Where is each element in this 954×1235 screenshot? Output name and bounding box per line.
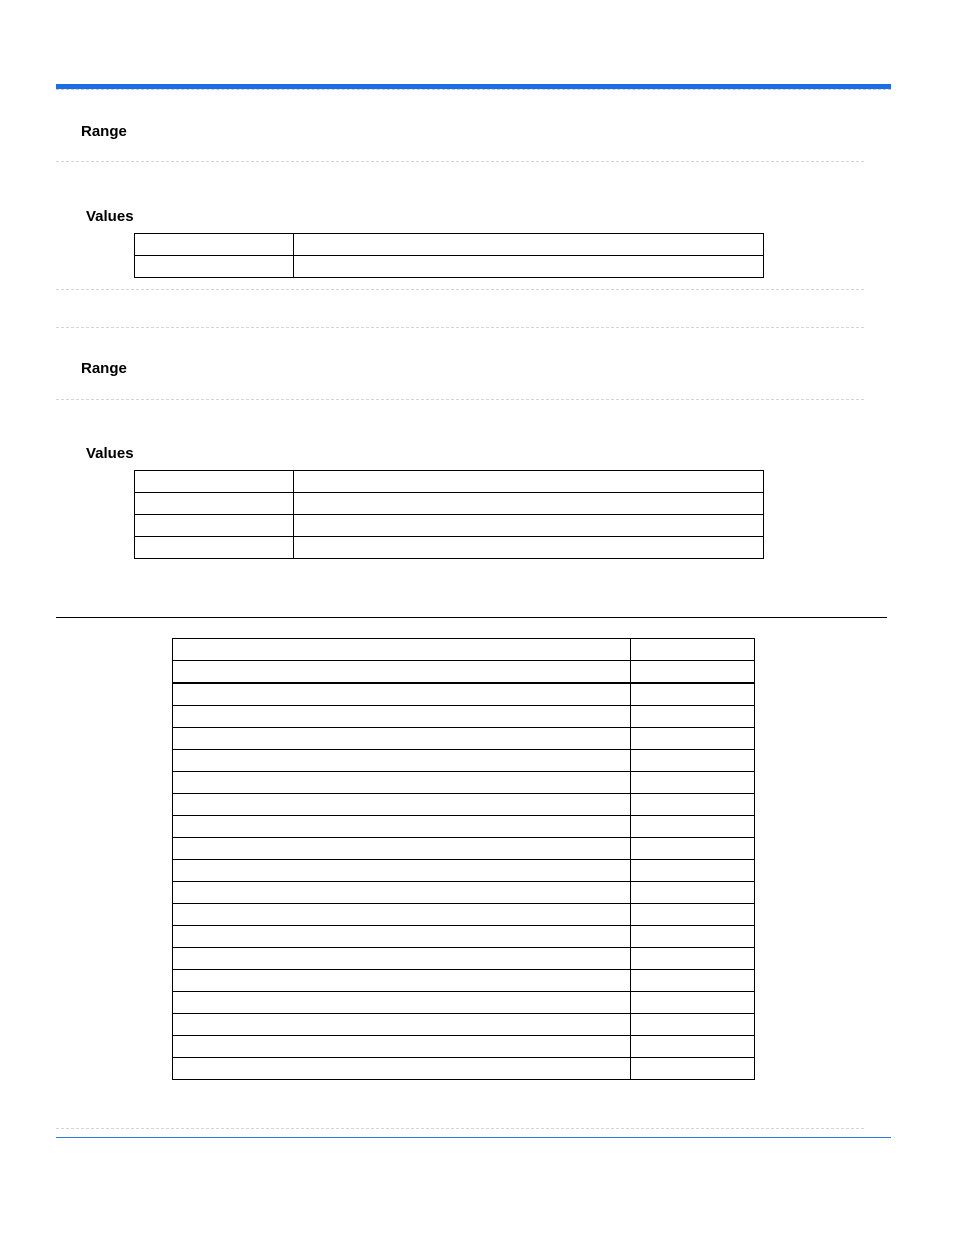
table-cell <box>173 1014 631 1036</box>
table-row <box>135 493 764 515</box>
table-cell <box>631 661 755 684</box>
section-divider <box>56 1128 864 1129</box>
table-cell <box>631 926 755 948</box>
table-row <box>173 816 755 838</box>
table-cell <box>135 234 294 256</box>
table-cell <box>631 1014 755 1036</box>
table-cell <box>173 750 631 772</box>
header-divider <box>56 89 891 90</box>
table-row <box>173 1036 755 1058</box>
values-table-1 <box>134 233 764 278</box>
table-cell <box>173 661 631 684</box>
table-row <box>135 471 764 493</box>
table-row <box>135 515 764 537</box>
table-cell <box>631 683 755 706</box>
table-row <box>173 706 755 728</box>
table-cell <box>173 1036 631 1058</box>
table-row <box>135 256 764 278</box>
table-cell <box>631 948 755 970</box>
table-cell <box>135 256 294 278</box>
table-cell <box>294 537 764 559</box>
table-cell <box>294 256 764 278</box>
table-row <box>173 772 755 794</box>
table-cell <box>294 515 764 537</box>
table-cell <box>631 882 755 904</box>
table-cell <box>631 970 755 992</box>
table-row <box>173 728 755 750</box>
table-cell <box>294 234 764 256</box>
table-row <box>135 234 764 256</box>
table-row <box>173 882 755 904</box>
table-cell <box>173 816 631 838</box>
table-cell <box>173 904 631 926</box>
table-row <box>173 970 755 992</box>
table-cell <box>294 493 764 515</box>
table-cell <box>294 471 764 493</box>
values-table-2 <box>134 470 764 559</box>
section-rule <box>56 617 887 618</box>
table-row <box>173 860 755 882</box>
table-row <box>173 926 755 948</box>
table-cell <box>173 772 631 794</box>
table-cell <box>631 728 755 750</box>
table-row <box>173 661 755 684</box>
range-heading-2: Range <box>81 360 127 377</box>
table-cell <box>631 1036 755 1058</box>
summary-table <box>172 638 755 1080</box>
table-cell <box>135 537 294 559</box>
table-cell <box>631 816 755 838</box>
table-row <box>173 1014 755 1036</box>
table-cell <box>631 904 755 926</box>
table-cell <box>173 860 631 882</box>
table-cell <box>631 838 755 860</box>
table-cell <box>631 750 755 772</box>
table-row <box>173 750 755 772</box>
table-cell <box>631 772 755 794</box>
table-cell <box>173 794 631 816</box>
table-row <box>173 639 755 661</box>
table-row <box>173 904 755 926</box>
table-cell <box>173 728 631 750</box>
values-heading-2: Values <box>86 445 134 462</box>
section-divider <box>56 327 864 328</box>
range-heading-1: Range <box>81 123 127 140</box>
table-cell <box>173 1058 631 1080</box>
table-cell <box>173 948 631 970</box>
table-row <box>173 838 755 860</box>
section-divider <box>56 289 864 290</box>
table-cell <box>631 860 755 882</box>
table-row <box>173 992 755 1014</box>
table-cell <box>631 639 755 661</box>
table-cell <box>173 838 631 860</box>
table-cell <box>631 992 755 1014</box>
table-cell <box>173 706 631 728</box>
table-row <box>173 1058 755 1080</box>
table-cell <box>173 970 631 992</box>
table-cell <box>135 515 294 537</box>
table-cell <box>631 1058 755 1080</box>
section-divider <box>56 161 864 162</box>
table-row <box>135 537 764 559</box>
footer-rule <box>56 1137 891 1138</box>
table-cell <box>631 706 755 728</box>
table-row <box>173 794 755 816</box>
table-cell <box>173 683 631 706</box>
table-cell <box>173 882 631 904</box>
table-row <box>173 948 755 970</box>
table-cell <box>135 471 294 493</box>
table-cell <box>173 992 631 1014</box>
section-divider <box>56 399 864 400</box>
table-row <box>173 683 755 706</box>
table-cell <box>631 794 755 816</box>
table-cell <box>173 639 631 661</box>
table-cell <box>135 493 294 515</box>
table-cell <box>173 926 631 948</box>
values-heading-1: Values <box>86 208 134 225</box>
